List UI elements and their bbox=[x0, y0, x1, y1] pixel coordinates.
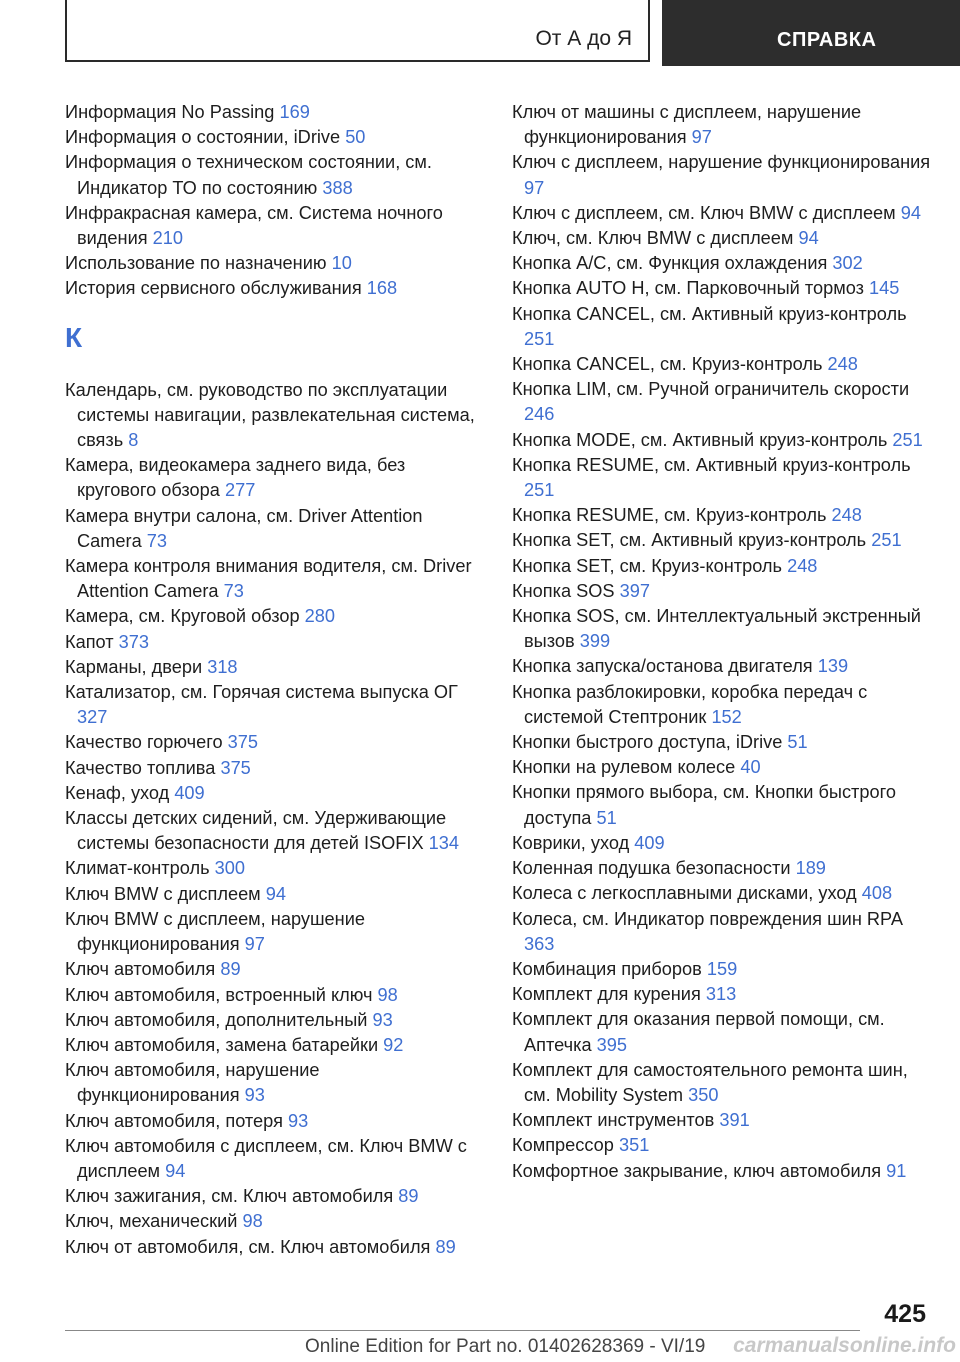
index-entry-text: Ключ от машины с дисплеем, нарушение функционирования bbox=[512, 102, 862, 148]
index-entry bbox=[512, 251, 932, 276]
page-link[interactable]: 73 bbox=[223, 581, 244, 602]
index-entry bbox=[65, 1058, 485, 1108]
index-entry bbox=[65, 882, 485, 907]
page-link[interactable]: 94 bbox=[798, 228, 819, 249]
page-link[interactable]: 363 bbox=[524, 933, 555, 954]
index-entry-text: Информация No Passing bbox=[65, 102, 275, 122]
index-entry bbox=[512, 881, 932, 906]
index-entry bbox=[512, 604, 932, 654]
page-link[interactable]: 145 bbox=[869, 278, 900, 299]
page-link[interactable]: 97 bbox=[244, 934, 265, 955]
page-link[interactable]: 391 bbox=[719, 1110, 750, 1131]
index-entry bbox=[512, 780, 932, 830]
index-entry bbox=[512, 302, 932, 352]
index-entry bbox=[512, 680, 932, 730]
index-entry-text: Камера контроля внимания водителя, см. Driver Attention Camera bbox=[65, 556, 472, 602]
index-entry bbox=[65, 453, 485, 503]
footer-divider bbox=[65, 1330, 860, 1331]
index-entry bbox=[512, 1159, 932, 1184]
page-link[interactable]: 300 bbox=[214, 858, 245, 879]
index-entry bbox=[65, 100, 485, 125]
page-link[interactable]: 248 bbox=[831, 505, 862, 526]
index-entry-text: Кнопка CANCEL, см. Круиз-контроль bbox=[512, 354, 823, 375]
index-entry bbox=[512, 1007, 932, 1057]
page-link[interactable]: 97 bbox=[524, 177, 545, 198]
index-entry bbox=[65, 806, 485, 856]
index-entry-text: Комбинация приборов bbox=[512, 958, 702, 979]
index-entry-text: Инфракрасная камера, см. Система ночного видения bbox=[65, 202, 443, 249]
index-entry-text: Ключ автомобиля, потеря bbox=[65, 1110, 283, 1131]
index-group-i bbox=[65, 100, 485, 302]
index-entry bbox=[512, 453, 932, 503]
page-link[interactable]: 313 bbox=[705, 984, 737, 1005]
page-link[interactable]: 375 bbox=[227, 732, 259, 753]
page-link[interactable]: 280 bbox=[304, 606, 336, 627]
index-entry-text: Камера, см. Круговой обзор bbox=[65, 606, 300, 627]
index-entry bbox=[512, 377, 932, 427]
index-entry bbox=[512, 352, 932, 377]
index-entry bbox=[65, 630, 485, 655]
index-entry bbox=[512, 503, 932, 528]
index-entry bbox=[65, 125, 485, 150]
page-link[interactable]: 388 bbox=[322, 177, 353, 198]
index-entry bbox=[65, 1184, 485, 1209]
index-entry-text: Использование по назначению bbox=[65, 253, 327, 274]
index-entry bbox=[512, 957, 932, 982]
index-entry-text: Кнопка RESUME, см. Круиз-контроль bbox=[512, 505, 827, 526]
page-link[interactable]: 318 bbox=[207, 656, 238, 677]
page-link[interactable]: 8 bbox=[128, 430, 139, 451]
index-entry-text: Качество топлива bbox=[65, 757, 216, 778]
index-entry bbox=[512, 100, 932, 150]
page-link[interactable]: 152 bbox=[711, 706, 742, 727]
edition-footer: Online Edition for Part no. 01402628369 - VI/19 bbox=[305, 1336, 706, 1357]
index-entry-text: Комплект для оказания первой помощи, см. Аптечка bbox=[512, 1009, 885, 1055]
index-entry-text: Кнопка SET, см. Круиз-контроль bbox=[512, 555, 783, 576]
index-entry-text: Ключ автомобиля, замена батарейки bbox=[65, 1034, 379, 1055]
index-entry-text: Ключ BMW с дисплеем bbox=[65, 883, 261, 904]
page-link[interactable]: 168 bbox=[366, 278, 398, 299]
page-link[interactable]: 40 bbox=[740, 757, 761, 778]
index-entry bbox=[65, 680, 485, 730]
page-link[interactable]: 92 bbox=[383, 1034, 404, 1055]
index-group-k-continued bbox=[512, 100, 932, 1184]
index-entry-text: Колеса, см. Индикатор повреждения шин RPA bbox=[512, 908, 902, 929]
index-entry-text: Коленная подушка безопасности bbox=[512, 858, 791, 879]
index-entry bbox=[65, 1008, 485, 1033]
index-entry bbox=[65, 1209, 485, 1234]
index-entry-text: Компрессор bbox=[512, 1135, 614, 1156]
page-link[interactable]: 91 bbox=[886, 1160, 907, 1181]
page-link[interactable]: 251 bbox=[524, 480, 555, 501]
index-entry-text: Коврики, уход bbox=[512, 832, 630, 853]
page-link[interactable]: 409 bbox=[634, 832, 665, 853]
index-entry-text: Ключ автомобиля с дисплеем, см. Ключ BMW с дисплеем bbox=[65, 1135, 467, 1181]
page-link[interactable]: 93 bbox=[244, 1085, 265, 1106]
index-entry-text: Информация о техническом состоянии, см. Индикатор ТО по состоянию bbox=[65, 152, 432, 198]
index-entry bbox=[65, 378, 485, 454]
page-link[interactable]: 94 bbox=[900, 202, 921, 223]
index-entry bbox=[512, 1133, 932, 1158]
index-column-right bbox=[512, 100, 932, 1184]
section-letter-k: К bbox=[65, 321, 83, 353]
page-link[interactable]: 327 bbox=[77, 707, 108, 728]
index-entry-text: Качество горючего bbox=[65, 732, 223, 753]
index-entry-text: Кнопка A/C, см. Функция охлаждения bbox=[512, 253, 828, 274]
index-entry bbox=[512, 982, 932, 1007]
index-entry bbox=[512, 856, 932, 881]
index-entry bbox=[512, 226, 932, 251]
index-entry bbox=[512, 1058, 932, 1108]
index-entry bbox=[65, 730, 485, 755]
header-tabs bbox=[0, 0, 960, 66]
page-link[interactable]: 93 bbox=[372, 1009, 393, 1030]
page-link[interactable]: 169 bbox=[279, 102, 310, 122]
index-entry-text: Ключ с дисплеем, см. Ключ BMW с дисплеем bbox=[512, 202, 896, 223]
page-link[interactable]: 98 bbox=[242, 1211, 263, 1232]
index-entry-text: История сервисного обслуживания bbox=[65, 278, 362, 299]
page-link[interactable]: 89 bbox=[220, 959, 241, 980]
index-entry bbox=[512, 150, 932, 200]
index-entry-text: Классы детских сидений, см. Удерживающие системы безопасности для детей ISOFIX bbox=[65, 808, 447, 854]
index-entry bbox=[65, 251, 485, 276]
index-entry bbox=[65, 856, 485, 881]
index-entry-text: Кнопки быстрого доступа, iDrive bbox=[512, 732, 783, 753]
page-link[interactable]: 159 bbox=[706, 958, 738, 979]
index-entry-text: Кнопки прямого выбора, см. Кнопки быстрого доступа bbox=[512, 782, 896, 828]
index-entry bbox=[65, 554, 485, 604]
index-entry-text: Кнопка запуска/останова двигателя bbox=[512, 656, 813, 677]
index-entry-text: Ключ с дисплеем, нарушение функционирования bbox=[512, 152, 931, 173]
page-link[interactable]: 302 bbox=[832, 253, 863, 274]
page-link[interactable]: 351 bbox=[618, 1135, 650, 1156]
index-entry bbox=[512, 1108, 932, 1133]
index-entry-text: Ключ BMW с дисплеем, нарушение функционирования bbox=[65, 908, 365, 955]
tab-help[interactable] bbox=[662, 0, 960, 66]
index-entry bbox=[512, 654, 932, 679]
page-link[interactable]: 246 bbox=[524, 404, 555, 425]
index-entry-text: Информация о состоянии, iDrive bbox=[65, 127, 341, 148]
index-entry-text: Ключ, см. Ключ BMW с дисплеем bbox=[512, 228, 794, 249]
page-link[interactable]: 395 bbox=[596, 1034, 627, 1055]
index-entry bbox=[512, 730, 932, 755]
index-entry bbox=[512, 831, 932, 856]
index-entry bbox=[65, 504, 485, 554]
page-link[interactable]: 373 bbox=[118, 631, 150, 652]
index-entry-text: Кнопки на рулевом колесе bbox=[512, 757, 736, 778]
index-entry-text: Карманы, двери bbox=[65, 656, 203, 677]
index-entry-text: Календарь, см. руководство по эксплуатации системы навигации, развлекательная система, связь bbox=[65, 379, 475, 451]
index-entry-text: Капот bbox=[65, 631, 114, 652]
page-link[interactable]: 277 bbox=[224, 480, 256, 501]
index-entry-text: Ключ автомобиля bbox=[65, 959, 216, 980]
index-entry-text: Катализатор, см. Горячая система выпуска ОГ bbox=[65, 682, 458, 703]
index-entry bbox=[65, 1109, 485, 1134]
tab-a-to-z[interactable] bbox=[65, 0, 650, 62]
index-entry bbox=[512, 276, 932, 301]
index-entry bbox=[65, 201, 485, 251]
index-entry bbox=[512, 907, 932, 957]
page-link[interactable]: 51 bbox=[596, 807, 617, 828]
page-link[interactable]: 94 bbox=[265, 883, 286, 904]
page-link[interactable]: 94 bbox=[165, 1160, 186, 1181]
tab-help-label: СПРАВКА bbox=[777, 29, 877, 51]
page-link[interactable]: 210 bbox=[152, 228, 184, 249]
index-group-k bbox=[65, 378, 485, 1260]
page-link[interactable]: 10 bbox=[331, 253, 352, 274]
index-entry-text: Кнопка разблокировки, коробка передач с системой Стептроник bbox=[512, 681, 868, 727]
index-entry bbox=[65, 957, 485, 982]
page-link[interactable]: 248 bbox=[787, 555, 818, 576]
page-link[interactable]: 97 bbox=[691, 127, 712, 148]
page-link[interactable]: 397 bbox=[619, 580, 650, 601]
index-entry bbox=[65, 604, 485, 629]
page-link[interactable]: 98 bbox=[377, 984, 398, 1005]
index-entry bbox=[65, 655, 485, 680]
index-entry bbox=[65, 150, 485, 200]
page-link[interactable]: 134 bbox=[428, 833, 459, 854]
index-column-left bbox=[65, 100, 485, 1260]
index-entry bbox=[65, 1033, 485, 1058]
index-entry-text: Ключ зажигания, см. Ключ автомобиля bbox=[65, 1186, 394, 1207]
index-entry-text: Кнопка RESUME, см. Активный круиз-контроль bbox=[512, 454, 911, 475]
index-entry bbox=[512, 528, 932, 553]
index-entry-text: Кнопка AUTO H, см. Парковочный тормоз bbox=[512, 278, 864, 299]
index-entry-text: Кенаф, уход bbox=[65, 782, 170, 803]
page-link[interactable]: 93 bbox=[287, 1110, 309, 1131]
page-link[interactable]: 399 bbox=[579, 631, 611, 652]
index-entry bbox=[512, 579, 932, 604]
index-entry bbox=[65, 1134, 485, 1184]
page-link[interactable]: 350 bbox=[688, 1084, 719, 1105]
index-entry bbox=[512, 755, 932, 780]
page-number: 425 bbox=[884, 1300, 926, 1328]
index-entry bbox=[512, 428, 932, 453]
index-entry-text: Комфортное закрывание, ключ автомобиля bbox=[512, 1160, 882, 1181]
page-link[interactable]: 50 bbox=[345, 127, 366, 148]
index-entry-text: Кнопка SOS bbox=[512, 580, 615, 601]
watermark: carmanualsonline.info bbox=[733, 1334, 956, 1357]
index-entry bbox=[65, 276, 485, 301]
page-link[interactable]: 375 bbox=[220, 757, 251, 778]
index-entry bbox=[65, 756, 485, 781]
index-entry bbox=[65, 907, 485, 957]
index-entry-text: Колеса с легкосплавными дисками, уход bbox=[512, 883, 857, 904]
index-entry bbox=[512, 554, 932, 579]
index-entry bbox=[65, 1235, 485, 1260]
index-entry-text: Камера внутри салона, см. Driver Attention Camera bbox=[65, 505, 423, 551]
index-entry bbox=[65, 983, 485, 1008]
index-entry bbox=[65, 781, 485, 806]
index-entry-text: Кнопка SOS, см. Интеллектуальный экстренный вызов bbox=[512, 606, 921, 652]
page-link[interactable]: 89 bbox=[435, 1236, 456, 1257]
page-link[interactable]: 251 bbox=[871, 530, 902, 551]
index-entry-text: Климат-контроль bbox=[65, 858, 210, 879]
index-entry-text: Кнопка MODE, см. Активный круиз-контроль bbox=[512, 429, 888, 450]
index-entry-text: Кнопка CANCEL, см. Активный круиз-контроль bbox=[512, 303, 907, 324]
index-entry-text: Комплект для курения bbox=[512, 984, 701, 1005]
page-link[interactable]: 189 bbox=[795, 858, 826, 879]
page-link[interactable]: 51 bbox=[787, 732, 808, 753]
index-entry-text: Комплект инструментов bbox=[512, 1110, 715, 1131]
index-entry-text: Кнопка SET, см. Активный круиз-контроль bbox=[512, 530, 867, 551]
page-link[interactable]: 251 bbox=[524, 328, 555, 349]
index-entry bbox=[512, 201, 932, 226]
index-entry-text: Кнопка LIM, см. Ручной ограничитель скорости bbox=[512, 379, 910, 400]
index-entry-text: Ключ автомобиля, нарушение функционирования bbox=[65, 1060, 320, 1106]
page-link[interactable]: 409 bbox=[174, 782, 205, 803]
index-entry-text: Камера, видеокамера заднего вида, без кругового обзора bbox=[65, 455, 406, 501]
page-link[interactable]: 73 bbox=[146, 530, 167, 551]
index-entry-text: Ключ автомобиля, встроенный ключ bbox=[65, 984, 373, 1005]
page-link[interactable]: 89 bbox=[398, 1186, 419, 1207]
index-entry-text: Ключ автомобиля, дополнительный bbox=[65, 1009, 368, 1030]
page-link[interactable]: 251 bbox=[892, 429, 923, 450]
index-entry-text: Комплект для самостоятельного ремонта шин, см. Mobility System bbox=[512, 1059, 908, 1105]
page-link[interactable]: 139 bbox=[817, 656, 849, 677]
page-link[interactable]: 248 bbox=[827, 354, 858, 375]
tab-a-to-z-label: От А до Я bbox=[535, 27, 632, 50]
index-entry-text: Ключ, механический bbox=[65, 1211, 238, 1232]
page-link[interactable]: 408 bbox=[861, 883, 893, 904]
index-entry-text: Ключ от автомобиля, см. Ключ автомобиля bbox=[65, 1236, 431, 1257]
